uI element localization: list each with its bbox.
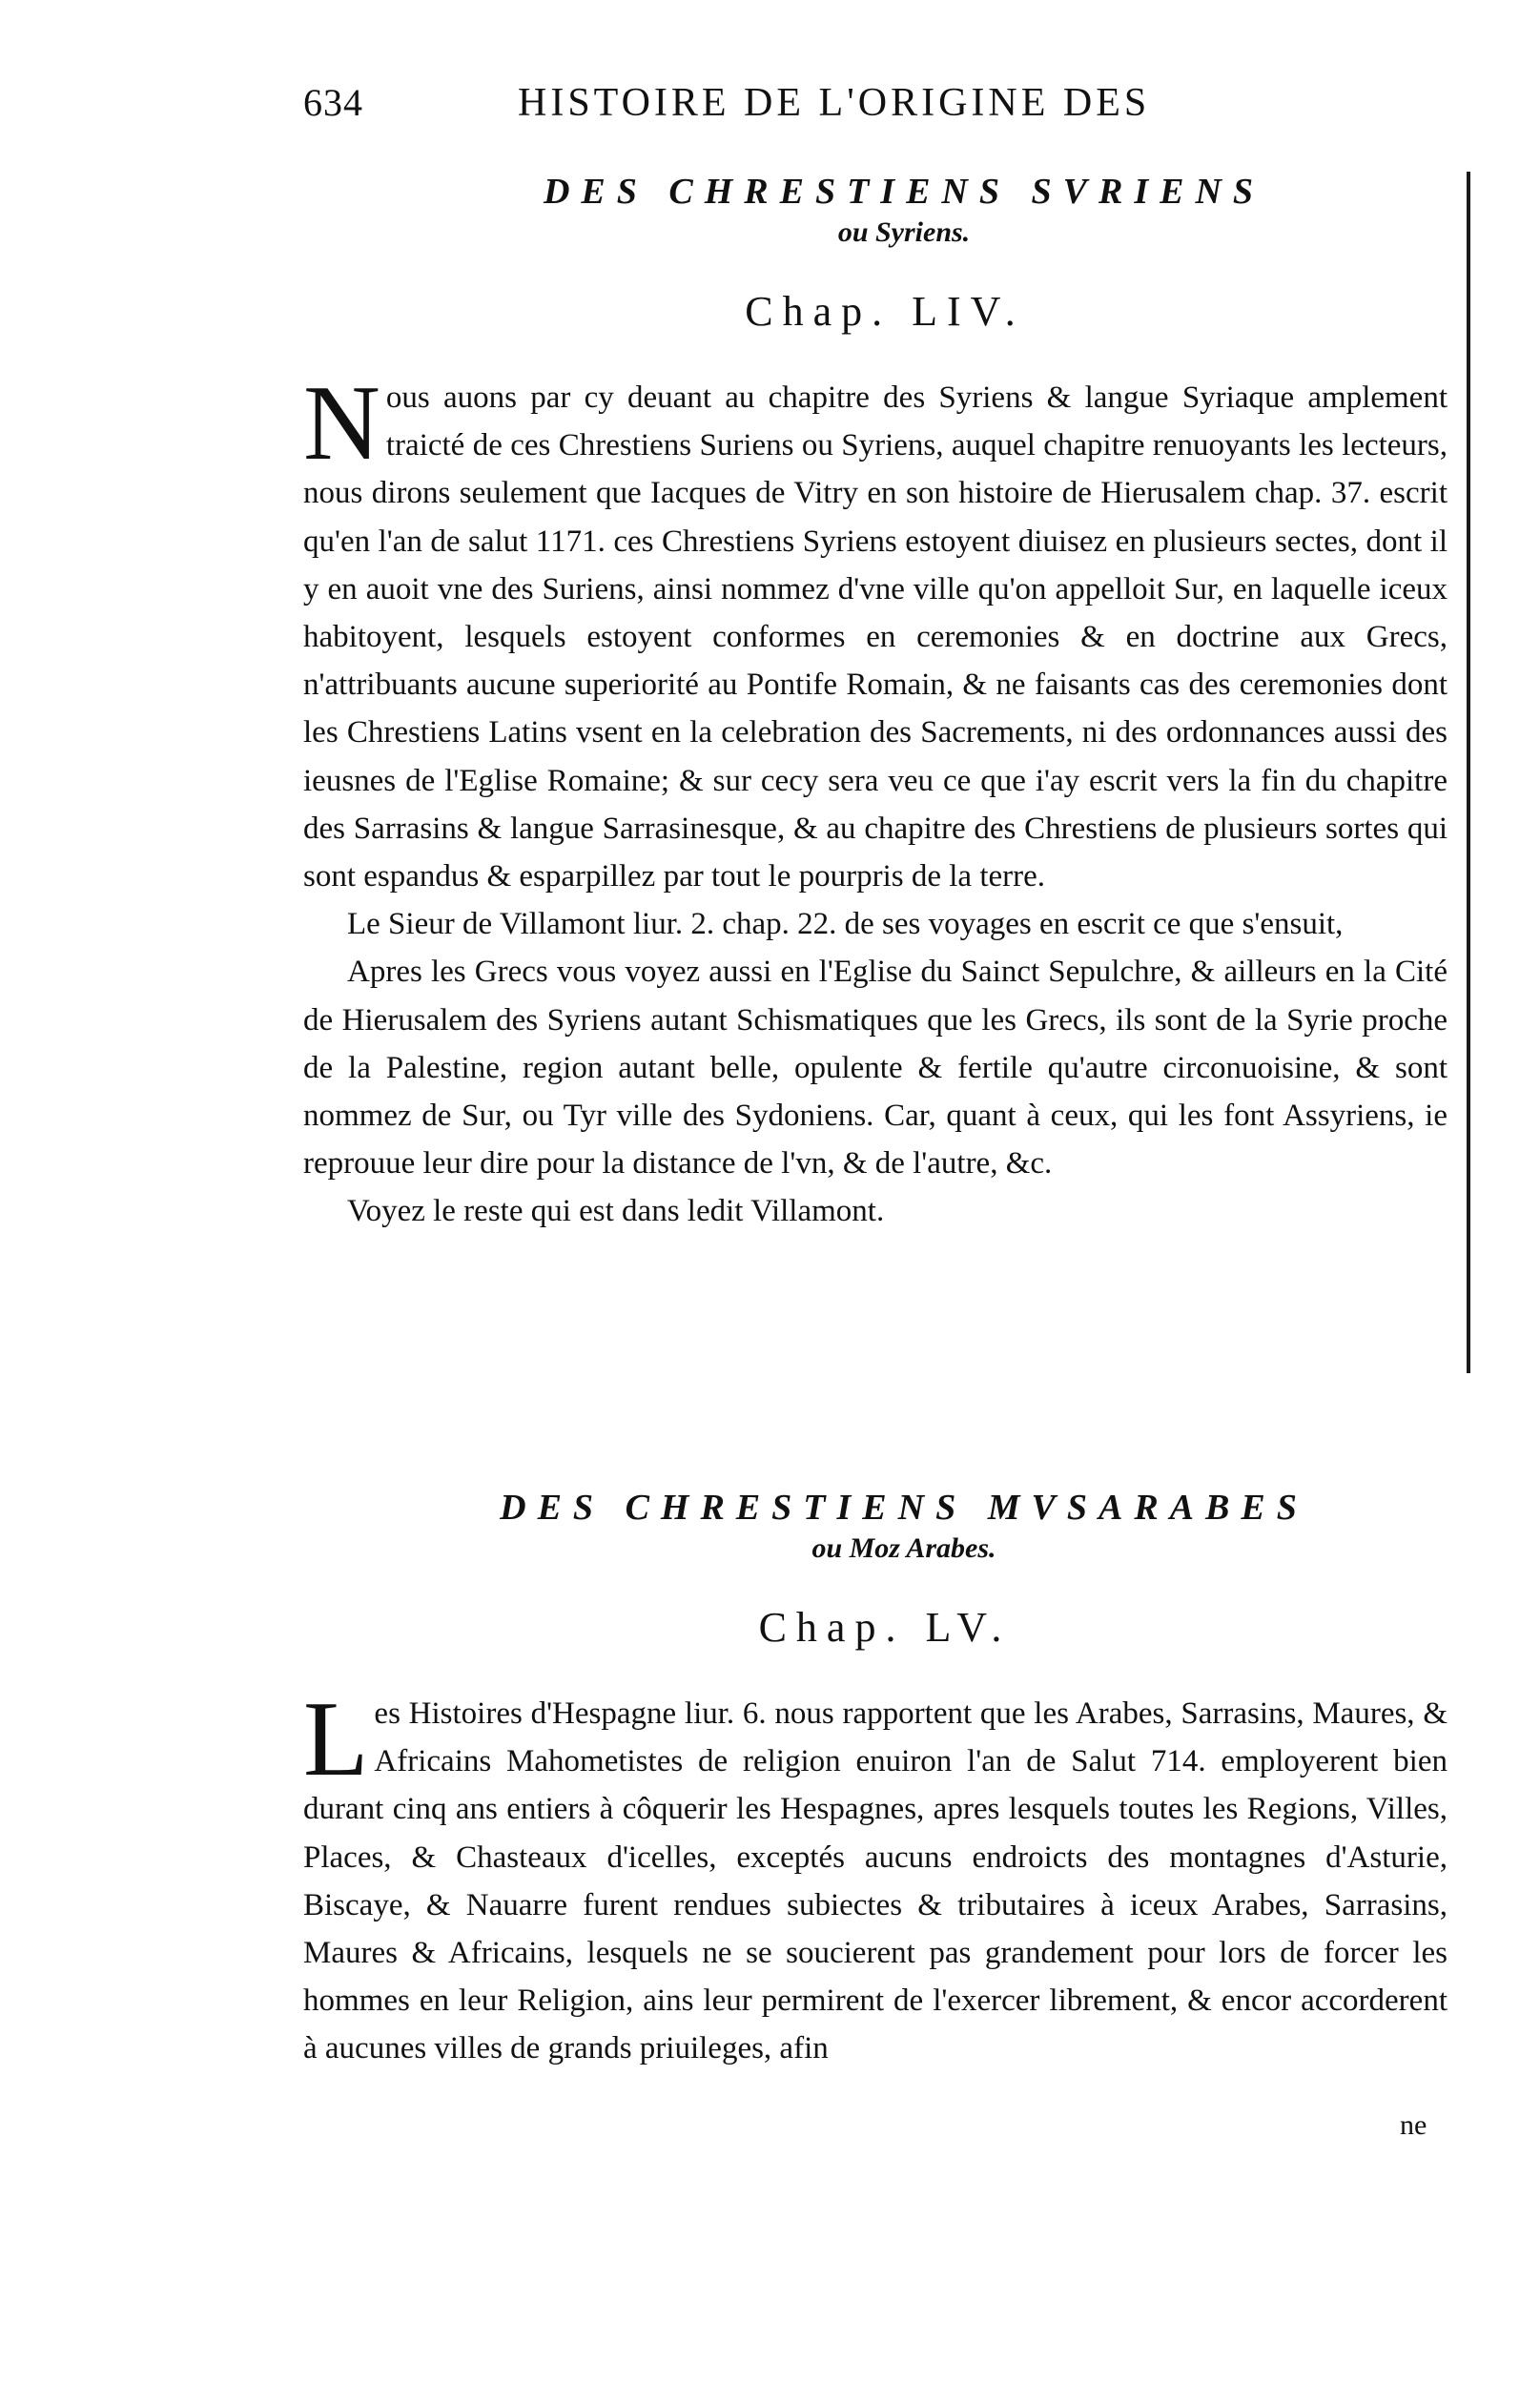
paragraph: Nous auons par cy deuant au chapitre des Syriens & langue Syriaque amplement traicté de ces Chrestiens Suriens ou Syriens, auquel chapitre renuoyants les lecteurs, nous dirons seulement que Iacques de Vitry en son histoire de Hierusalem chap. 37. escrit qu'en l'an de salut 1171. ces Chrestiens Syriens estoyent diuisez en plusieurs sectes, dont il y en auoit vne des Suriens, ainsi nommez d'vne ville qu'on appelloit Sur, en laquelle iceux habitoyent, lesquels estoyent conformes en ceremonies & en doctrine aux Grecs, n'attribuants aucune superiorité au Pontife Romain, & ne faisants cas des ceremonies dont les Chrestiens Latins vsent en la celebration des Sacrements, ni des ordonnances aussi des ieusnes de l'Eglise Romaine; & sur cecy sera veu ce que i'ay escrit vers la fin du chapitre des Sarrasins & langue Sarrasinesque, & au chapitre des Chrestiens de plusieurs sortes qui sont espandus & esparpillez par tout le pourpris de la terre. bbox=[303, 364, 1448, 894]
chapter-heading: Chap. LIV. bbox=[745, 288, 1025, 335]
paragraph: Voyez le reste qui est dans ledit Villamont. bbox=[347, 1194, 885, 1229]
section-title: DES CHRESTIENS SVRIENS bbox=[543, 172, 1265, 212]
chapter-body bbox=[303, 1680, 1448, 2073]
chapter-body bbox=[303, 364, 1448, 1236]
running-title: HISTOIRE DE L'ORIGINE DES bbox=[518, 81, 1151, 125]
section-subtitle: ou Syriens. bbox=[837, 216, 971, 248]
section-chap-55 bbox=[303, 1486, 1448, 2073]
page-number: 634 bbox=[303, 81, 363, 124]
paragraph: Apres les Grecs vous voyez aussi en l'Eglise du Sainct Sepulchre, & ailleurs en la Cité de Hierusalem des Syriens autant Schismatiques que les Grecs, ils sont de la Syrie proche de la Palestine, region autant belle, opulente & fertile qu'autre circonuoisine, & sont nommez de Sur, ou Tyr ville des Sydoniens. Car, quant à ceux, qui les font Assyriens, ie reprouue leur dire pour la distance de l'vn, & de l'autre, &c. bbox=[303, 955, 1448, 1182]
running-head bbox=[303, 74, 1314, 132]
paragraph: Les Histoires d'Hespagne liur. 6. nous rapportent que les Arabes, Sarrasins, Maures, & Africains Mahometistes de religion enuiron l'an de Salut 714. employerent bien durant cinq ans entiers à côquerir les Hespagnes, apres lesquels toutes les Regions, Villes, Places, & Chasteaux d'icelles, exceptés aucuns endroicts des montagnes d'Asturie, Biscaye, & Nauarre furent rendues subiectes & tributaires à iceux Arabes, Sarrasins, Maures & Africains, lesquels ne se soucierent pas grandement pour lors de forcer les hommes en leur Religion, ains leur permirent de l'exercer librement, & encor accorderent à aucunes villes de grands priuileges, afin bbox=[303, 1680, 1448, 2066]
paragraph: Le Sieur de Villamont liur. 2. chap. 22. de ses voyages en escrit ce que s'ensuit, bbox=[347, 907, 1344, 942]
section-chap-54 bbox=[303, 170, 1448, 1236]
chapter-heading: Chap. LV. bbox=[758, 1604, 1012, 1651]
section-title: DES CHRESTIENS MVSARABES bbox=[500, 1488, 1308, 1528]
catchword: ne bbox=[1400, 2109, 1427, 2141]
section-subtitle: ou Moz Arabes. bbox=[811, 1532, 996, 1564]
page-edge-shadow bbox=[1467, 172, 1470, 1373]
